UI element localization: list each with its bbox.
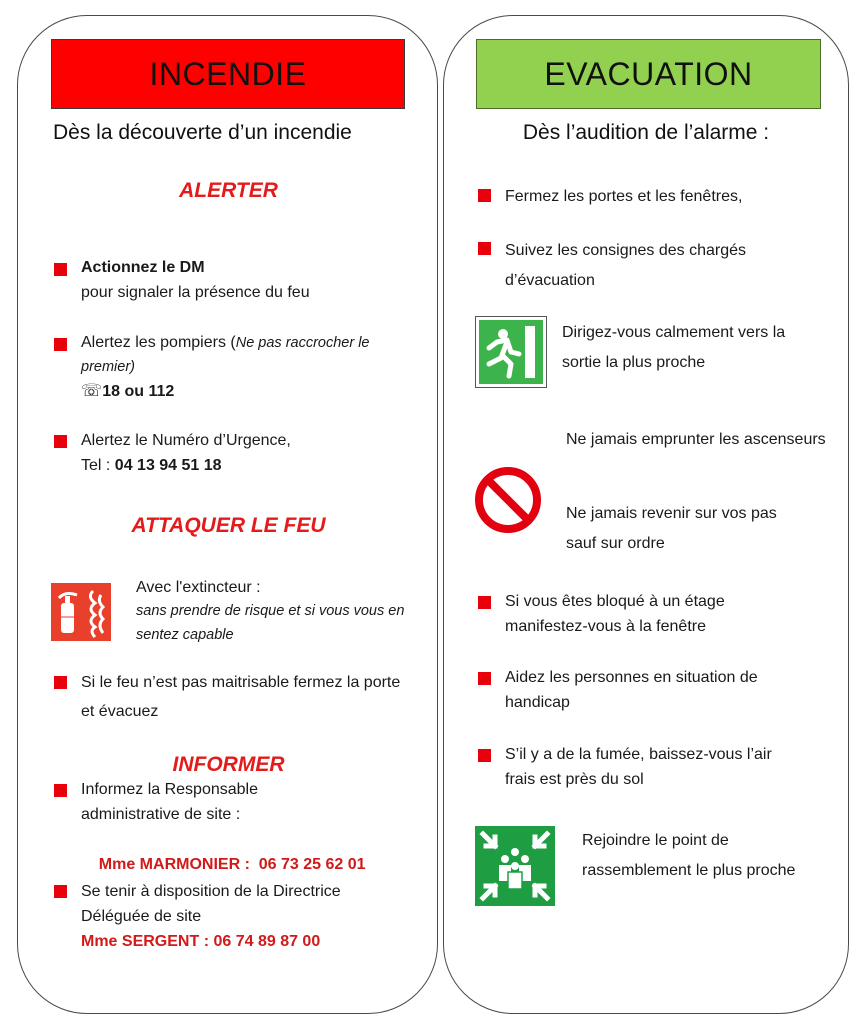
evac-item-fermez: Fermez les portes et les fenêtres, [505,188,743,205]
alert-item-pompiers-note: Ne pas raccrocher le premier) [81,335,370,375]
bullet-icon [478,749,491,762]
alert-item-dm-bold: Actionnez le DM [81,259,205,276]
bullet-icon [478,672,491,685]
evacuation-panel [443,15,849,1014]
prohibited-return: Ne jamais revenir sur vos pas sauf sur ordre [566,505,777,552]
prohibited-icon [474,466,542,534]
prohibited-lift: Ne jamais emprunter les ascenseurs [566,431,826,448]
evacuation-header [476,39,821,109]
fire-extinguisher-icon [51,583,111,641]
bullet-icon [54,263,67,276]
inform-item-directrice-text: Se tenir à disposition de la Directrice Déléguée de site [81,883,341,925]
inform-item-responsable-text: Informez la Responsable administrative de site : [81,781,258,823]
contact-sergent [81,929,426,954]
inform-item-directrice [81,879,411,929]
section-attaquer: ATTAQUER LE FEU [131,514,326,537]
fire-item: Si le feu n’est pas maitrisable fermez la porte et évacuez [81,674,401,720]
evac-item-fumee: S’il y a de la fumée, baissez-vous l’air frais est près du sol [505,746,772,788]
alert-item-dm-text: pour signaler la présence du feu [81,284,310,301]
extinguisher-instruction [136,576,426,647]
incendie-panel [17,15,438,1014]
alert-item-urgence [81,428,421,478]
assembly-instruction: Rejoindre le point de rassemblement le plus proche [582,832,796,879]
assembly-point-icon [475,826,555,906]
extinguisher-note: sans prendre de risque et si vous vous en sentez capable [136,603,405,643]
emergency-exit-icon [475,316,547,388]
bullet-icon [54,784,67,797]
alert-item-dm [81,255,421,305]
section-alerter: ALERTER [179,179,278,202]
evacuation-title: EVACUATION [544,55,753,92]
bullet-icon [54,435,67,448]
alert-item-urgence-text: Alertez le Numéro d’Urgence, [81,432,291,449]
incendie-title: INCENDIE [149,55,307,92]
incendie-subtitle: Dès la découverte d’un incendie [53,121,352,144]
bullet-icon [54,676,67,689]
contact-sergent-text: Mme SERGENT : 06 74 89 87 00 [81,933,321,950]
evac-item-handicap: Aidez les personnes en situation de handicap [505,669,758,711]
alert-item-pompiers-text: Alertez les pompiers ( [81,334,236,351]
incendie-header [51,39,405,109]
evac-item-bloque: Si vous êtes bloqué à un étage manifestez-vous à la fenêtre [505,593,725,635]
urgence-phone: 04 13 94 51 18 [114,457,222,474]
bullet-icon [478,189,491,202]
bullet-icon [54,885,67,898]
pompiers-phone: 18 ou 112 [102,383,175,400]
section-informer: INFORMER [172,753,285,776]
extinguisher-title: Avec l'extincteur : [136,579,261,596]
bullet-icon [478,596,491,609]
bullet-icon [54,338,67,351]
inform-item-responsable [81,777,306,827]
exit-instruction: Dirigez-vous calmement vers la sortie la plus proche [562,324,786,371]
phone-icon: ☏ [81,381,103,400]
evacuation-subtitle: Dès l’audition de l’alarme : [522,121,770,144]
contact-marmonier-text: Mme MARMONIER : 06 73 25 62 01 [98,856,366,873]
tel-label: Tel : [81,457,115,474]
alert-item-pompiers [81,331,411,403]
bullet-icon [478,242,491,255]
evac-item-suivez: Suivez les consignes des chargés d’évacuation [505,242,747,289]
